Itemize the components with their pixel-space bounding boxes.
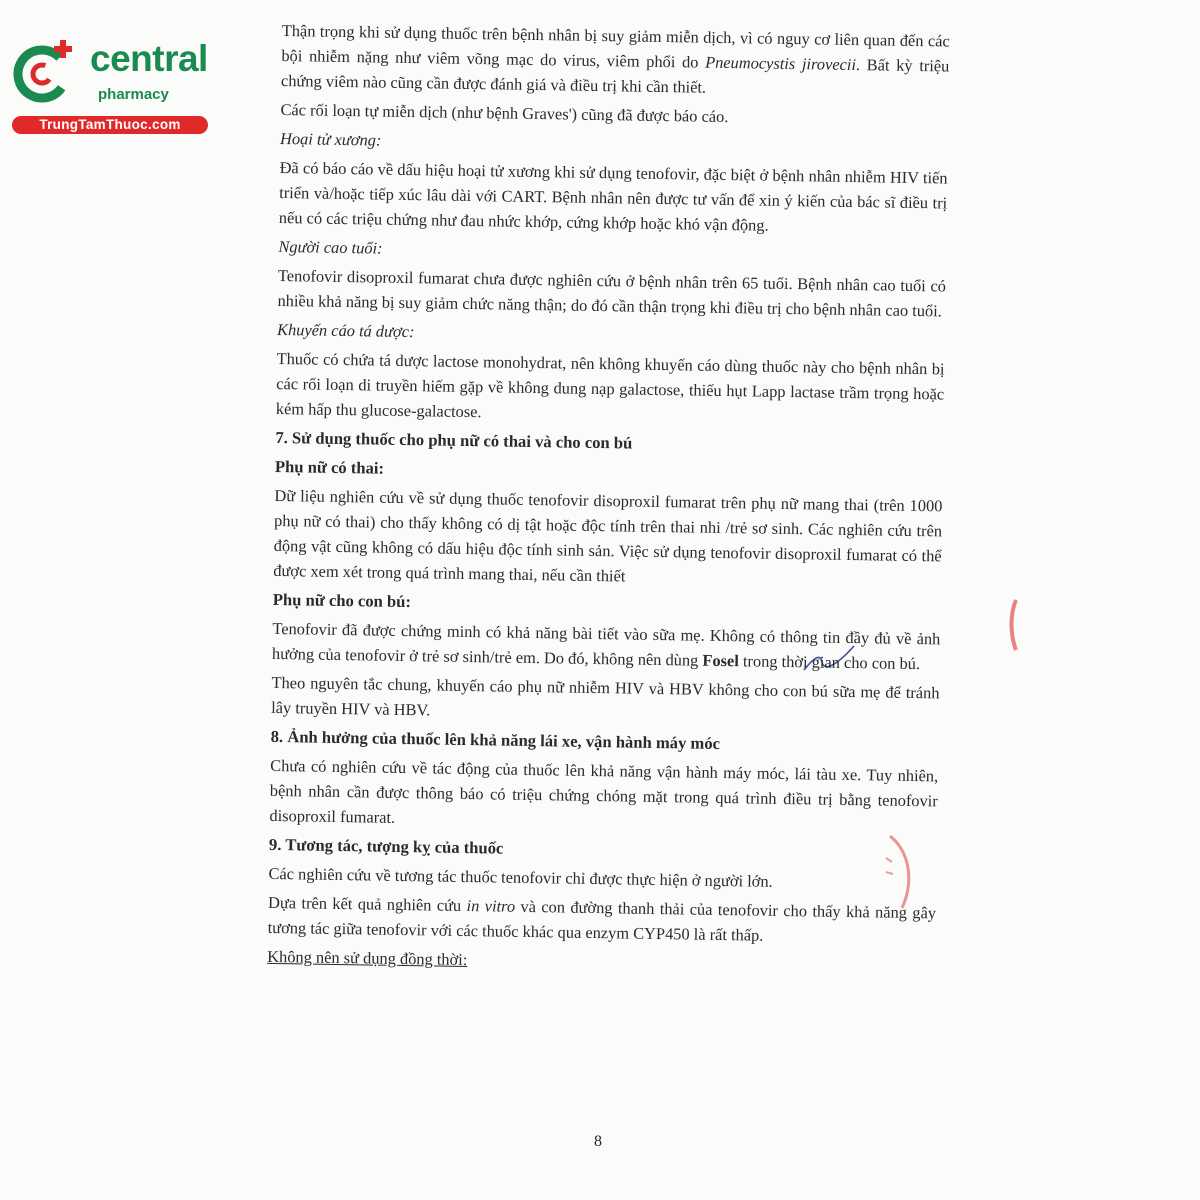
paragraph-driving: Chưa có nghiên cứu về tác động của thuốc lên khả năng vận hành máy móc, lái tàu xe. Tuy nhiên, bệnh nhân cần được thông báo có triệu chứng chóng mặt trong quá trình điều trị bằng tenofovir disoproxil fumarat.: [269, 755, 939, 827]
pathogen-name: Pneumocystis jirovecii: [705, 52, 857, 75]
central-pharmacy-logo[interactable]: [12, 38, 212, 138]
subheading-elderly: Người cao tuổi:: [278, 236, 383, 258]
section-heading-8: 8. Ảnh hưởng của thuốc lên khả năng lái xe, vận hành máy móc: [270, 726, 721, 753]
page-number: 8: [594, 1133, 602, 1150]
paragraph-excipients: Thuốc có chứa tá dược lactose monohydrat, nên không khuyến cáo dùng thuốc này cho bệnh nhân bị các rối loạn di truyền hiếm gặp về không dung nạp galactose, thiếu hụt Lapp lactase trầm trọng hoặc kém hấp thu glucose-galactose.: [275, 348, 945, 422]
in-vitro-term: in vitro: [466, 896, 516, 916]
section-heading-7: 7. Sử dụng thuốc cho phụ nữ có thai và cho con bú: [275, 427, 633, 453]
product-name: Fosel: [702, 650, 740, 671]
logo-website-banner[interactable]: TrungTamThuoc.com: [12, 116, 208, 134]
paragraph-immunosuppression: Thận trọng khi sử dụng thuốc trên bệnh nhân bị suy giảm miễn dịch, vì có nguy cơ liên quan đến các bội nhiễm nặng như viêm võng mạc do virus, viêm phổi do Pneumocystis jirovecii. Bất kỳ triệu chứng viêm nào cũng cần được đánh giá và điều trị khi cần thiết.: [280, 20, 950, 97]
paragraph-autoimmune: Các rối loạn tự miễn dịch (như bệnh Graves') cũng đã được báo cáo.: [280, 99, 729, 127]
subheading-pregnancy: Phụ nữ có thai:: [274, 456, 385, 478]
paragraph-pregnancy: Dữ liệu nghiên cứu về sử dụng thuốc tenofovir disoproxil fumarat trên phụ nữ mang thai (trên 1000 phụ nữ có thai) cho thấy không có dị tật hoặc độc tính trên thai nhi /trẻ sơ sinh. Các nghiên cứu trên động vật cũng không có dấu hiệu độc tính sinh sản. Việc sử dụng tenofovir disoproxil fumarat có thể được xem xét trong quá trình mang thai, nếu cần thiết: [273, 485, 943, 586]
paragraph-osteonecrosis: Đã có báo cáo về dấu hiệu hoại tử xương khi sử dụng tenofovir, đặc biệt ở bệnh nhân nhiễm HIV tiến triển và/hoặc tiếp xúc lâu dài với CART. Bệnh nhân nên được tư vấn để xin ý kiến của bác sĩ điều trị nếu có các triệu chứng như đau nhức khớp, cứng khớp hoặc khó vận động.: [278, 157, 948, 235]
paragraph-interaction-adults: Các nghiên cứu về tương tác thuốc tenofovir chỉ được thực hiện ở người lớn.: [268, 863, 773, 891]
paragraph-interaction-cyp450: Dựa trên kết quả nghiên cứu in vitro và con đường thanh thải của tenofovir cho thấy khả năng gây tương tác giữa tenofovir với các thuốc khác qua enzym CYP450 là rất thấp.: [267, 892, 937, 945]
subheading-osteonecrosis: Hoại tử xương:: [279, 128, 382, 150]
paragraph-breastfeeding: Tenofovir đã được chứng minh có khả năng bài tiết vào sữa mẹ. Không có thông tin đầy đủ về ảnh hưởng của tenofovir ở trẻ sơ sinh/trẻ em. Do đó, không nên dùng Fosel trong thời gian cho con bú.: [271, 618, 941, 674]
document-body: [267, 18, 950, 983]
subheading-contraindicated-coadministration: Không nên sử dụng đồng thời:: [267, 946, 468, 970]
red-stamp-fragment-top: [1008, 598, 1022, 652]
paragraph-hiv-transmission: Theo nguyên tắc chung, khuyến cáo phụ nữ nhiễm HIV và HBV không cho con bú sữa mẹ để tránh lây truyền HIV và HBV.: [271, 672, 940, 720]
logo-name: central: [90, 38, 208, 79]
pharmacy-cross-logo-icon: [12, 38, 80, 106]
section-heading-9: 9. Tương tác, tượng kỵ của thuốc: [268, 834, 504, 858]
logo-subtitle: pharmacy: [98, 86, 169, 103]
paragraph-elderly: Tenofovir disoproxil fumarat chưa được nghiên cứu ở bệnh nhân trên 65 tuổi. Bệnh nhân cao tuổi có nhiều khả năng bị suy giảm chức năng thận; do đó cần thận trọng khi điều trị cho bệnh nhân cao tuổi.: [277, 265, 947, 321]
subheading-breastfeeding: Phụ nữ cho con bú:: [272, 589, 412, 612]
subheading-excipients: Khuyến cáo tá dược:: [276, 319, 415, 342]
